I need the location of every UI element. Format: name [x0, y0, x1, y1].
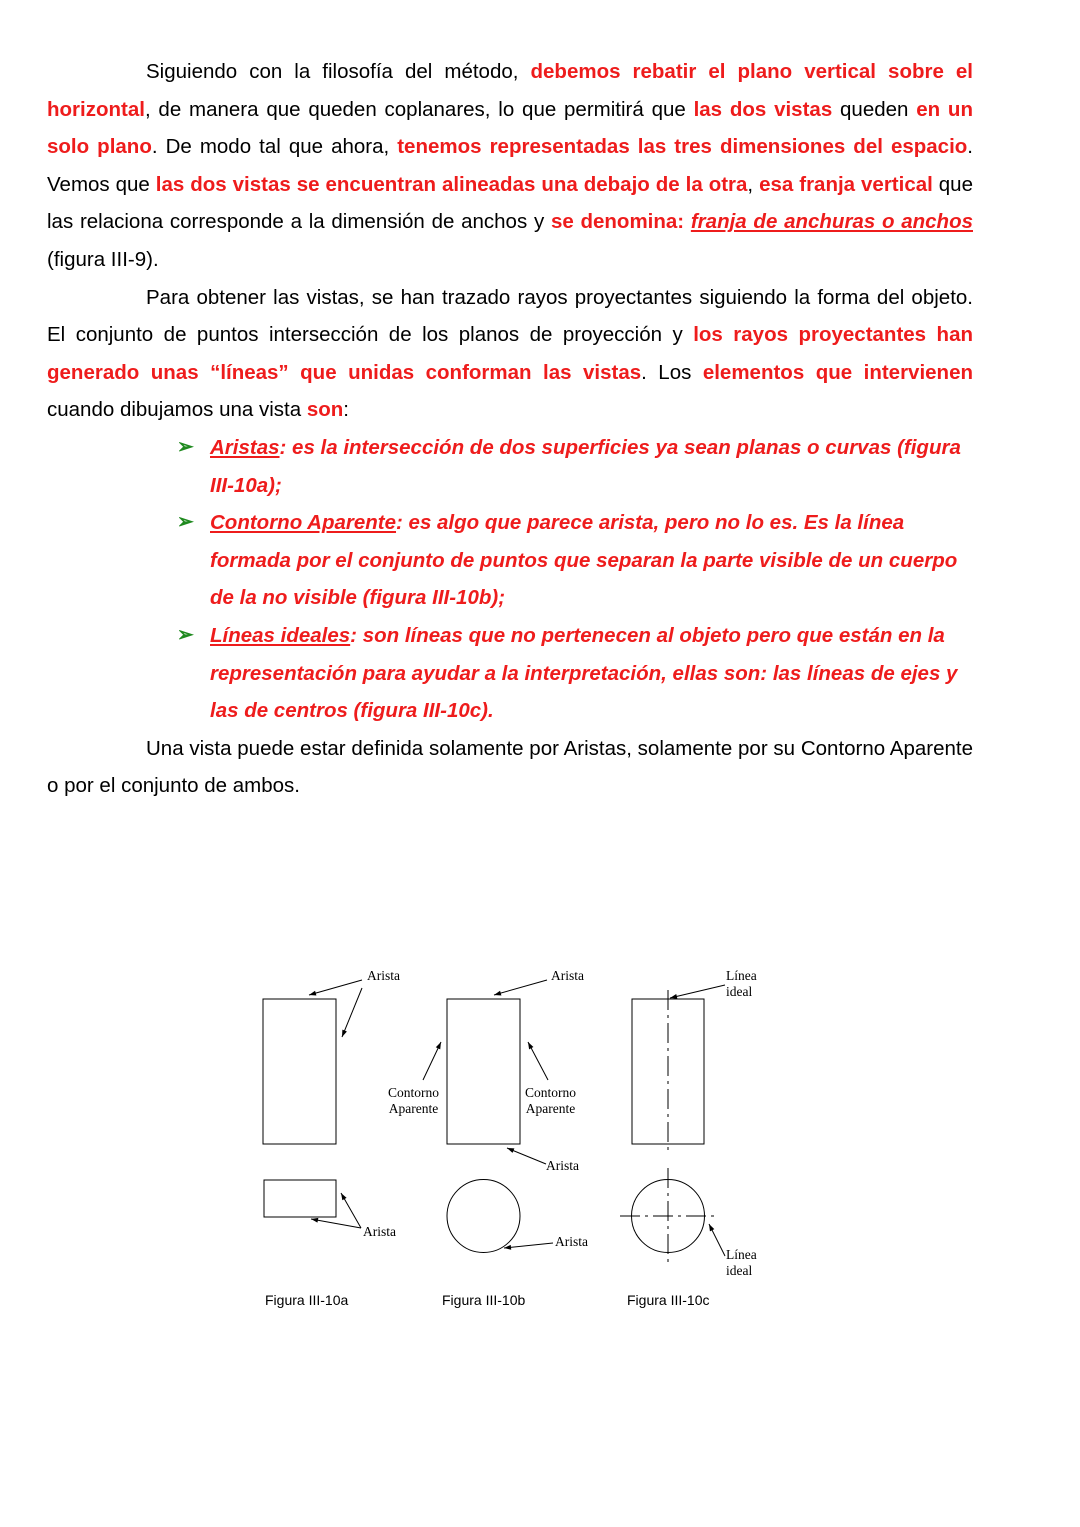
highlight-span: las dos vistas — [693, 97, 833, 121]
highlight-span: son — [306, 398, 344, 422]
leader-arrow — [341, 1193, 361, 1228]
label-line: Línea — [726, 1247, 757, 1262]
fig-a-label-arista-bottom: Arista — [363, 1224, 396, 1239]
list-item-text: : es algo que parece arista, pero no lo es. Es la línea formada por el conjunto de puntos que separan la parte visible de un cuerpo de la no visible (figura III-10b); — [210, 511, 958, 610]
caption-figure-a: Figura III-10a — [265, 1292, 349, 1308]
highlight-span: en un solo plano — [47, 97, 973, 159]
highlight-span: los rayos proyectantes han generado unas “líneas” que unidas conforman las vistas — [47, 323, 973, 384]
fig-b-label-contorno-right — [525, 1085, 576, 1117]
defined-term: franja de anchuras o anchos — [690, 210, 973, 234]
text-span: Siguiendo con la filosofía del método, — [146, 60, 531, 83]
elements-list — [47, 429, 973, 730]
arrow-bullet-icon: ➢ — [177, 623, 194, 646]
text-span: . Vemos que — [47, 135, 973, 196]
leader-arrow — [342, 988, 362, 1037]
label-line: Aparente — [525, 1101, 576, 1116]
list-item-term: Contorno Aparente — [210, 511, 397, 535]
document-body — [47, 53, 973, 805]
highlight-span: debemos rebatir el plano vertical sobre el horizontal — [47, 60, 973, 121]
text-span: (figura III-9). — [47, 247, 159, 271]
fig-b-front-view — [447, 999, 520, 1144]
highlight-span: elementos que intervienen — [702, 360, 973, 384]
paragraph-3: Una vista puede estar definida solamente por Aristas, solamente por su Contorno Aparente o por el conjunto de ambos. — [47, 736, 973, 798]
fig-b-top-view — [447, 1180, 520, 1253]
fig-b-label-arista-bottom: Arista — [555, 1234, 588, 1249]
highlight-span: se denomina: — [550, 210, 691, 234]
fig-a-label-arista-top: Arista — [367, 968, 400, 983]
list-item-term: Aristas — [210, 435, 280, 459]
text-span: Para obtener las vistas, se han trazado rayos proyectantes siguiendo la forma del objeto. El conjunto de puntos intersección de los planos de proyección y — [47, 285, 973, 347]
fig-c-label-linea-top — [726, 968, 757, 1000]
arrow-bullet-icon: ➢ — [177, 435, 194, 458]
text-span: que las relaciona corresponde a la dimensión de anchos y — [47, 172, 973, 234]
paragraph-1 — [47, 53, 973, 279]
text-span: , de manera que queden coplanares, lo que permitirá que — [144, 97, 694, 121]
label-line: ideal — [726, 984, 753, 999]
figure-iii-10 — [255, 960, 795, 1320]
text-span: cuando dibujamos una vista — [47, 398, 307, 422]
list-item — [177, 617, 973, 730]
text-span: queden — [832, 97, 917, 121]
text-span: . Los — [641, 360, 703, 384]
highlight-span: las dos vistas se encuentran alineadas una debajo de la otra — [155, 172, 748, 196]
label-line: Línea — [726, 968, 757, 983]
paragraph-2 — [47, 279, 973, 429]
leader-arrow — [709, 1224, 725, 1256]
list-item — [177, 429, 973, 504]
leader-arrow — [504, 1243, 553, 1248]
label-line: Contorno — [388, 1085, 440, 1100]
label-line: Contorno — [525, 1085, 577, 1100]
list-item-text: : son líneas que no pertenecen al objeto pero que están en la representación para ayudar a la interpretación, ellas son: las líneas de ejes y las de centros (figura III-10c). — [210, 623, 958, 723]
text-span: : — [343, 398, 349, 422]
fig-b-label-arista-mid: Arista — [546, 1158, 579, 1173]
fig-b-label-arista-top: Arista — [551, 968, 584, 983]
text-span: , — [747, 172, 760, 196]
leader-arrow — [507, 1148, 546, 1164]
figure-drawing — [255, 960, 795, 1320]
leader-arrow — [309, 980, 362, 995]
text-span: . De modo tal que ahora, — [151, 135, 398, 159]
highlight-span: tenemos representadas las tres dimensiones del espacio — [397, 135, 968, 159]
list-item-text: : es la intersección de dos superficies ya sean planas o curvas (figura III-10a); — [210, 435, 961, 497]
leader-arrow — [528, 1042, 548, 1080]
leader-arrow — [494, 980, 547, 995]
caption-figure-c: Figura III-10c — [627, 1292, 710, 1308]
fig-c-label-linea-bottom — [726, 1247, 757, 1279]
highlight-span: esa franja vertical — [759, 172, 933, 196]
label-line: ideal — [726, 1263, 753, 1278]
arrow-bullet-icon: ➢ — [177, 511, 194, 534]
list-item-term: Líneas ideales — [210, 623, 351, 647]
fig-a-top-view — [264, 1180, 336, 1217]
fig-b-label-contorno-left — [388, 1085, 439, 1117]
list-item — [177, 504, 973, 617]
fig-a-front-view — [263, 999, 336, 1144]
label-line: Aparente — [388, 1101, 439, 1116]
leader-arrow — [311, 1219, 361, 1228]
caption-figure-b: Figura III-10b — [442, 1292, 526, 1308]
leader-arrow — [423, 1042, 441, 1080]
leader-arrow — [670, 985, 725, 998]
